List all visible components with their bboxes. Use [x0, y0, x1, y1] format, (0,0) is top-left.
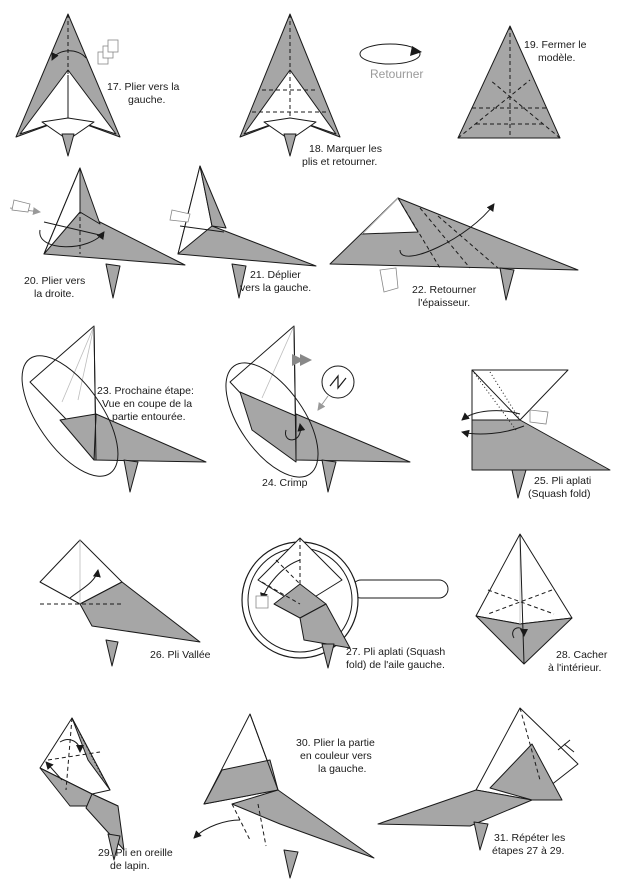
step-24-figure	[208, 326, 410, 492]
step-29-figure	[40, 718, 124, 860]
step-18-figure	[240, 14, 340, 156]
step-23-caption: 23. Prochaine étape: Vue en coupe de la partie entourée.	[97, 385, 194, 423]
step-30-caption: 30. Plier la partie en couleur vers la gauche.	[296, 737, 375, 775]
step-26-figure	[40, 540, 200, 666]
step-24-caption: 24. Crimp	[262, 477, 308, 489]
step-20-caption: 20. Plier vers la droite.	[24, 275, 86, 300]
step-31-caption: 31. Répéter les étapes 27 à 29.	[492, 832, 566, 857]
step-28-caption: 28. Cacher à l'intérieur.	[548, 649, 608, 674]
hollow-arrow-icon	[292, 354, 312, 366]
step-19-caption: 19. Fermer le modèle.	[524, 39, 587, 64]
fold-to-left-icon	[98, 40, 118, 64]
step-21-caption: 21. Déplier vers la gauche.	[240, 269, 312, 294]
step-17-caption: 17. Plier vers la gauche.	[107, 81, 180, 106]
hand-icon	[380, 268, 398, 292]
step-25-caption: 25. Pli aplati (Squash fold)	[528, 475, 592, 500]
step-31-figure	[378, 708, 578, 850]
zigzag-bubble-icon	[318, 366, 354, 410]
step-27-caption: 27. Pli aplati (Squash fold) de l'aile gauche.	[346, 646, 446, 671]
step-29-caption: 29. Pli en oreille de lapin.	[98, 847, 173, 872]
turn-over-arrow-icon	[360, 44, 422, 64]
retourner-label: Retourner	[370, 67, 424, 81]
step-28-figure	[476, 534, 572, 664]
step-17-figure	[16, 14, 120, 156]
step-18-caption: 18. Marquer les plis et retourner.	[302, 143, 382, 168]
step-22-caption: 22. Retourner l'épaisseur.	[412, 284, 477, 309]
hand-icon	[530, 410, 548, 424]
step-26-caption: 26. Pli Vallée	[150, 649, 211, 661]
